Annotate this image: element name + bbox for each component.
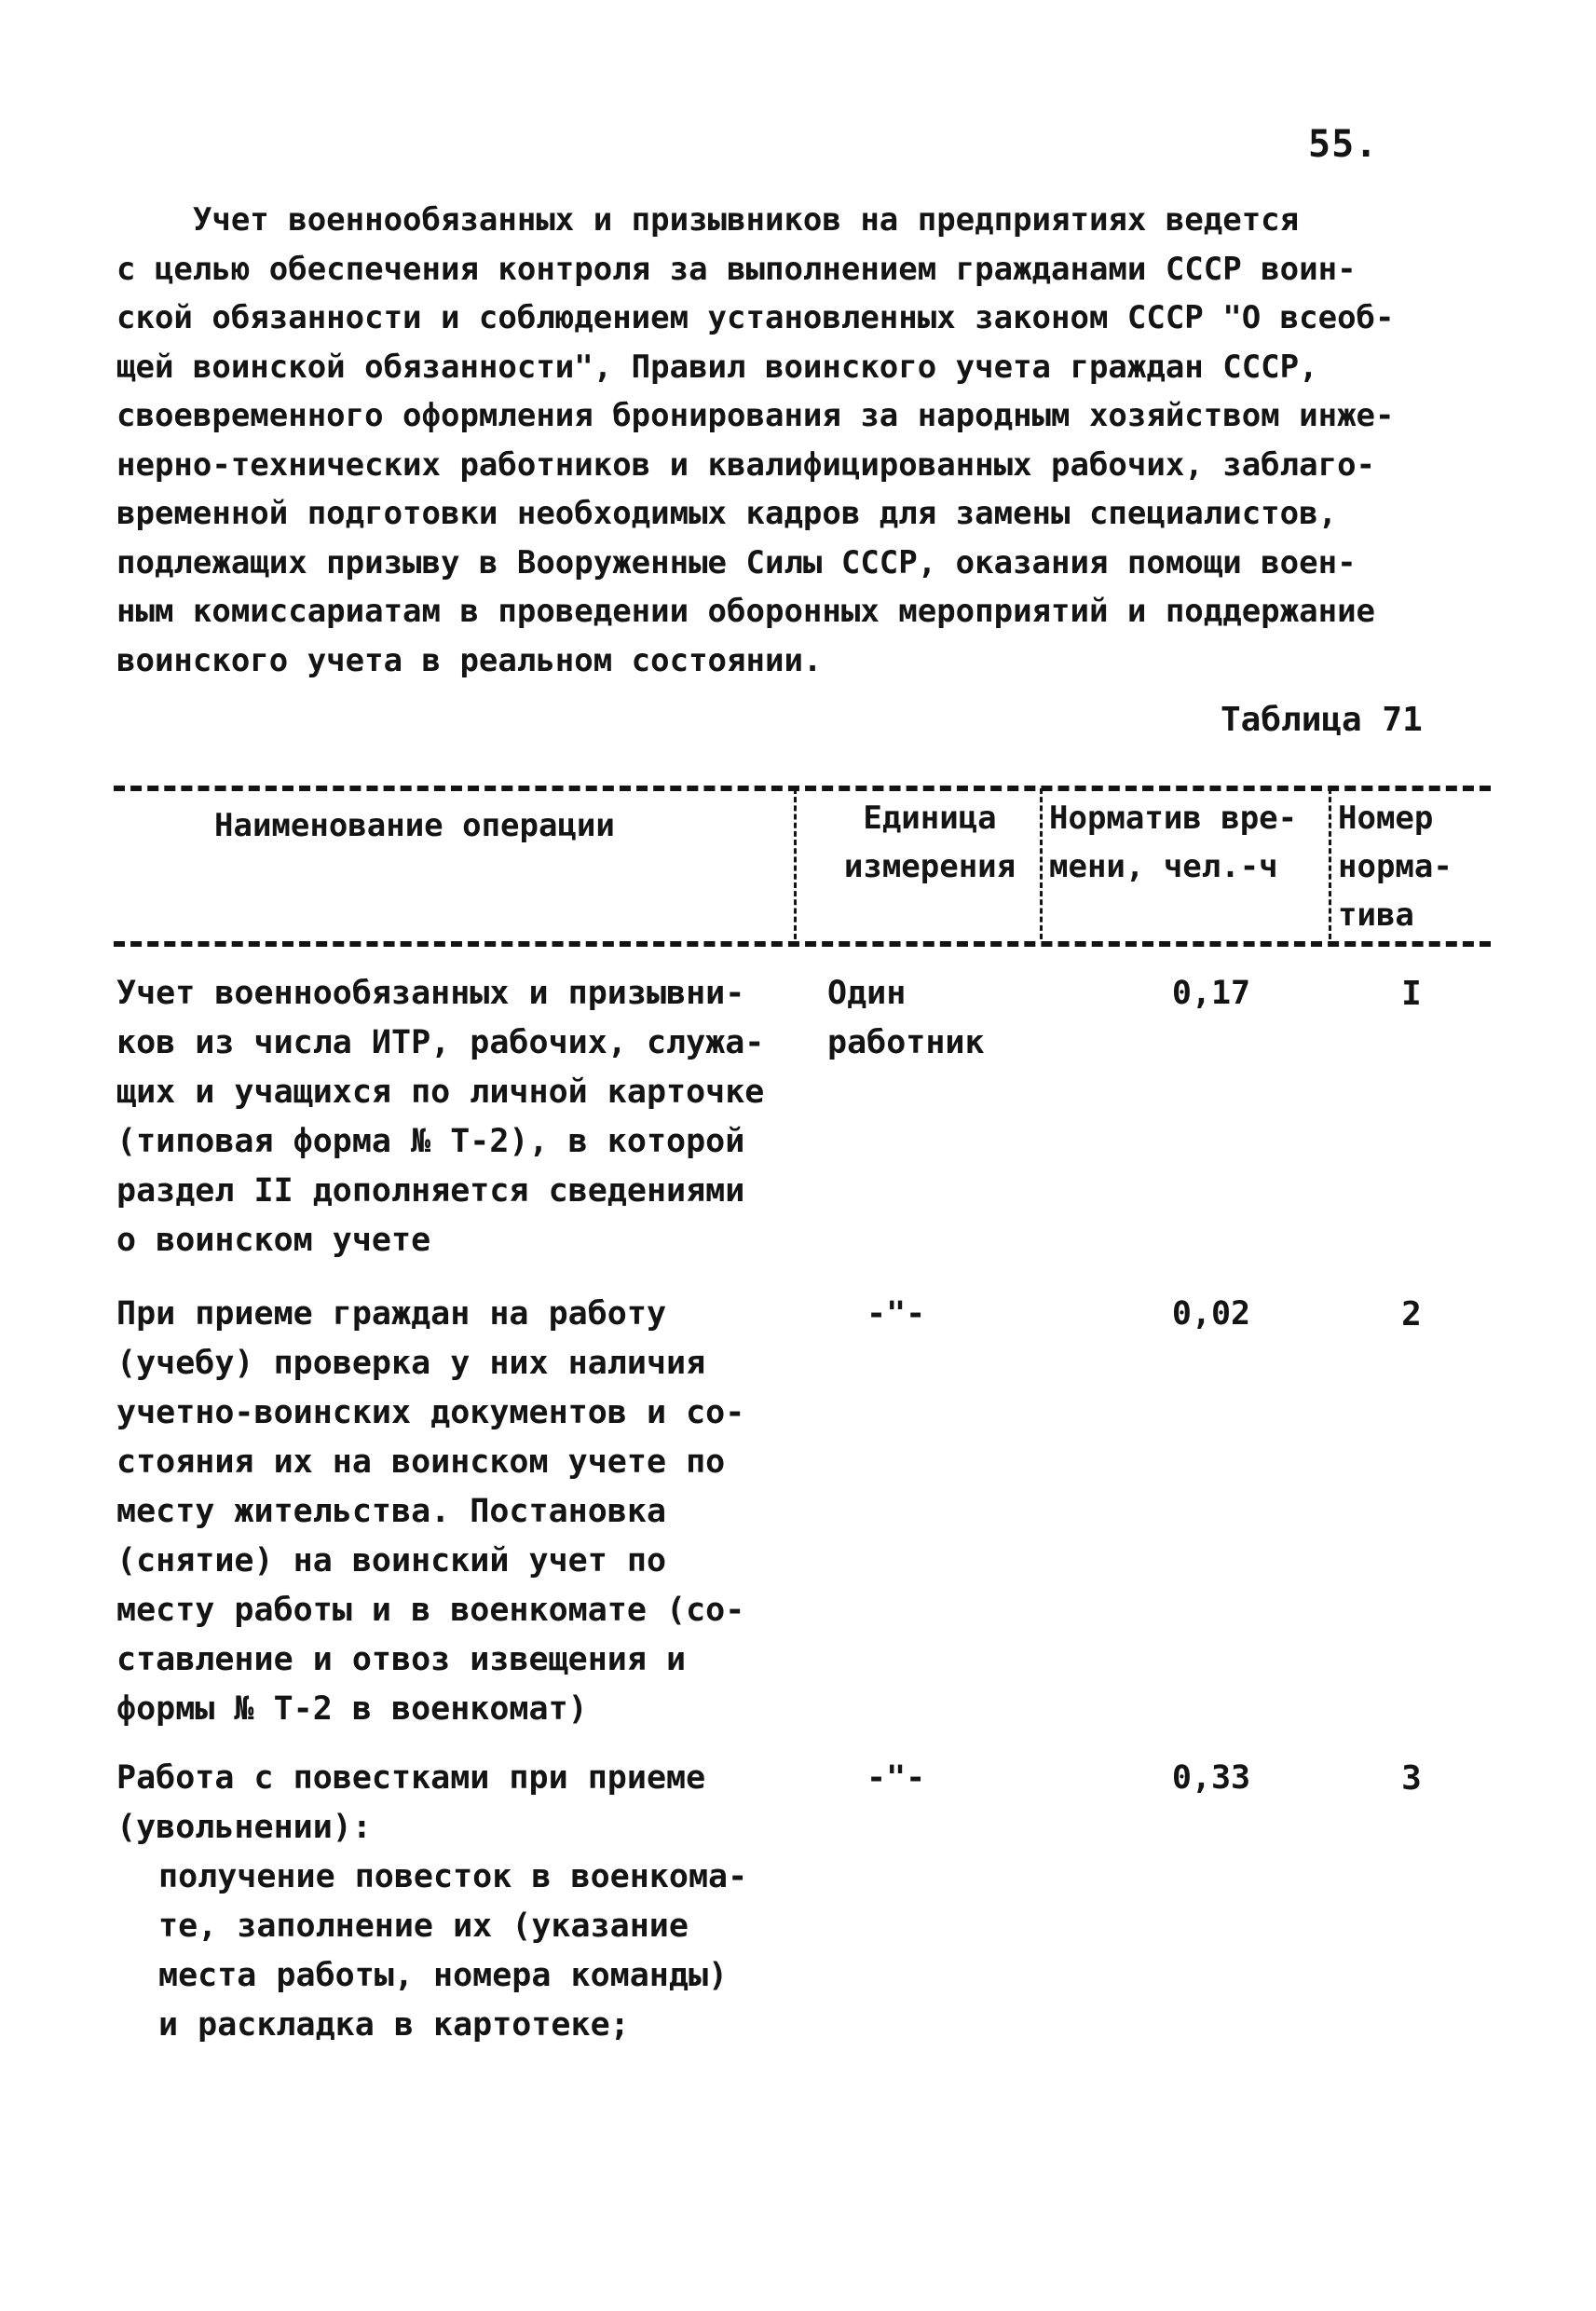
header-separator <box>1040 788 1043 939</box>
unit-line: -"- <box>866 1295 926 1333</box>
header-number-line: Номер <box>1338 800 1434 837</box>
page-number: 55. <box>1308 123 1379 166</box>
intro-line: временной подготовки необходимых кадров для замены специалистов, <box>116 495 1338 532</box>
row-unit <box>827 969 1042 1068</box>
row-unit <box>866 1290 1081 1339</box>
operation-subline: получение повесток в военкома- <box>158 1858 748 1895</box>
header-unit-line: Единица <box>863 800 997 837</box>
unit-line: работник <box>827 1024 985 1061</box>
operation-subline: те, заполнение их (указание <box>158 1908 689 1945</box>
row-operation <box>116 969 825 1265</box>
intro-line: щей воинской обязанности", Правил воинского учета граждан СССР, <box>116 348 1318 386</box>
intro-paragraph <box>116 196 1486 685</box>
operation-line: Учет военнообязанных и призывни- <box>116 975 745 1012</box>
operation-line: (увольнении): <box>116 1809 372 1846</box>
table-caption: Таблица 71 <box>1221 701 1423 739</box>
operation-line: щих и учащихся по личной карточке <box>116 1073 765 1111</box>
operation-line: месту жительства. Постановка <box>116 1493 667 1530</box>
operation-line: (учебу) проверка у них наличия <box>116 1345 706 1382</box>
operation-subline: места работы, номера команды) <box>158 1957 729 1994</box>
row-norm: 0,02 <box>1171 1295 1251 1333</box>
intro-line: с целью обеспечения контроля за выполнением гражданами СССР воин- <box>116 250 1357 288</box>
table-header-bottom-rule <box>114 941 1491 947</box>
intro-line: Учет военнообязанных и призывников на предприятиях ведется <box>116 201 1300 239</box>
intro-line: ской обязанности и соблюдением установленных законом СССР "О всеоб- <box>116 299 1395 336</box>
unit-line: Один <box>827 975 907 1012</box>
unit-line: -"- <box>866 1759 926 1797</box>
operation-line: ставление и отвоз извещения и <box>116 1641 687 1678</box>
row-operation <box>116 1754 825 2050</box>
header-operation <box>214 801 615 850</box>
row-operation <box>116 1290 825 1734</box>
header-norm <box>1049 794 1297 891</box>
intro-line: своевременного оформления бронирования за народным хозяйством инже- <box>116 397 1395 434</box>
intro-line: воинского учета в реальном состоянии. <box>116 641 823 679</box>
row-number: 2 <box>1401 1295 1422 1333</box>
operation-line: учетно-воинских документов и со- <box>116 1394 745 1431</box>
operation-line: месту работы и в военкомате (со- <box>116 1592 745 1629</box>
operation-line: о воинском учете <box>116 1222 431 1259</box>
operation-subline: и раскладка в картотеке; <box>158 2006 630 2044</box>
intro-line: нерно-технических работников и квалифицированных рабочих, заблаго- <box>116 445 1376 484</box>
operation-line: (снятие) на воинский учет по <box>116 1542 667 1579</box>
header-norm-line: мени, чел.-ч <box>1049 848 1278 885</box>
table-top-rule <box>114 786 1491 791</box>
header-number-line: тива <box>1338 896 1414 934</box>
header-operation-label: Наименование операции <box>214 807 615 844</box>
header-number-line: норма- <box>1338 848 1453 885</box>
operation-line: стояния их на воинском учете по <box>116 1443 726 1481</box>
row-unit <box>866 1754 1081 1803</box>
operation-line: формы № Т-2 в военкомат) <box>116 1690 588 1728</box>
operation-line: При приеме граждан на работу <box>116 1295 667 1333</box>
header-number <box>1338 794 1453 939</box>
header-norm-line: Норматив вре- <box>1049 800 1298 837</box>
header-separator <box>794 788 797 939</box>
row-number: I <box>1401 975 1422 1013</box>
operation-line: раздел II дополняется сведениями <box>116 1172 745 1210</box>
row-norm: 0,17 <box>1171 975 1251 1012</box>
operation-line: (типовая форма № Т-2), в которой <box>116 1123 745 1160</box>
row-number: 3 <box>1401 1759 1422 1798</box>
row-norm: 0,33 <box>1171 1759 1251 1797</box>
intro-line: ным комиссариатам в проведении оборонных мероприятий и поддержание <box>116 593 1376 630</box>
operation-line: ков из числа ИТР, рабочих, служа- <box>116 1024 765 1061</box>
header-unit <box>827 794 1032 891</box>
header-separator <box>1329 788 1331 939</box>
intro-line: подлежащих призыву в Вооруженные Силы СССР, оказания помощи воен- <box>116 543 1357 581</box>
operation-line: Работа с повестками при приеме <box>116 1759 706 1797</box>
header-unit-line: измерения <box>843 848 1016 885</box>
